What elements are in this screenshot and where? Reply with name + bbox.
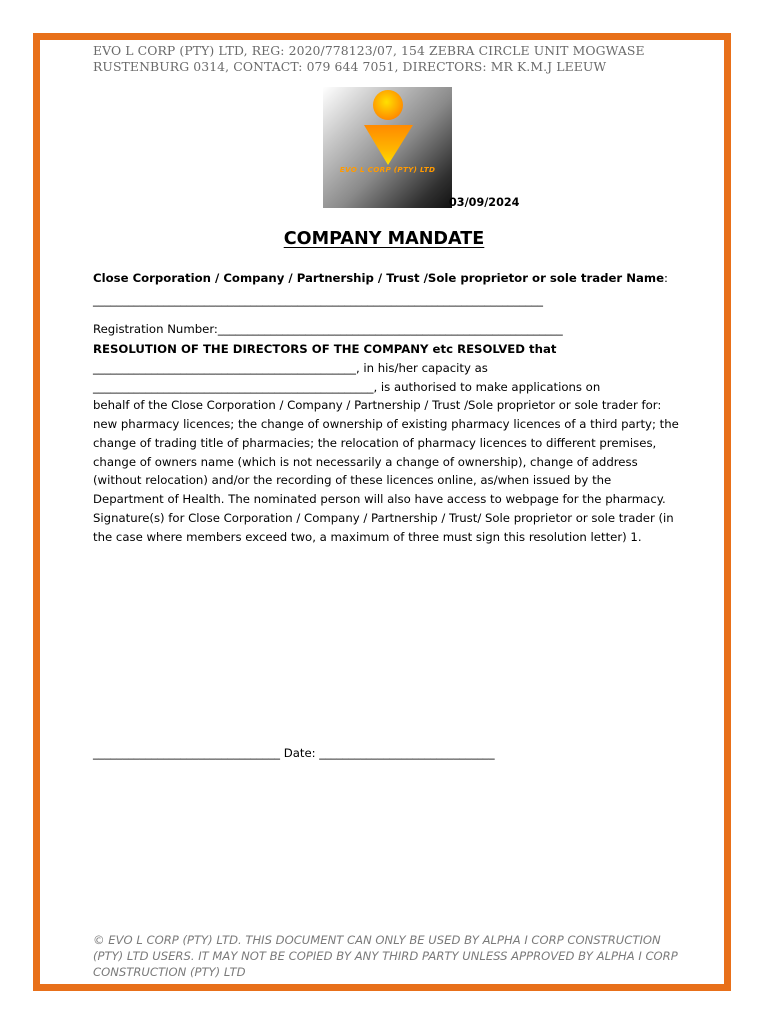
body-line: Signature(s) for Close Corporation / Company / Partnership / Trust/ Sole proprietor or sole trader (in bbox=[93, 511, 674, 525]
entity-name-blank: _____________________________________________________________________________ bbox=[93, 293, 543, 307]
logo-text: EVO L CORP (PTY) LTD bbox=[339, 165, 436, 174]
body-line: the case where members exceed two, a maximum of three must sign this resolution letter) 1. bbox=[93, 530, 642, 544]
resolution-heading: RESOLUTION OF THE DIRECTORS OF THE COMPANY etc RESOLVED that bbox=[93, 342, 557, 356]
signature-date-line: ________________________________ Date: ______________________________ bbox=[93, 746, 495, 760]
body-line: behalf of the Close Corporation / Company / Partnership / Trust /Sole proprietor or sole trader for: bbox=[93, 398, 662, 412]
registration-number-field: Registration Number:___________________________________________________________ bbox=[93, 322, 563, 336]
body-line: ________________________________________________, is authorised to make applications on bbox=[93, 380, 601, 394]
copyright-footer bbox=[93, 932, 693, 980]
header-company-details-line-1: EVO L CORP (PTY) LTD, REG: 2020/778123/07, 154 ZEBRA CIRCLE UNIT MOGWASE bbox=[93, 43, 645, 58]
body-line: (without relocation) and/or the recording of these licences online, as/when issued by the bbox=[93, 473, 612, 487]
body-line: change of owners name (which is not necessarily a change of ownership), change of address bbox=[93, 455, 638, 469]
footer-line: CONSTRUCTION (PTY) LTD bbox=[93, 965, 246, 979]
logo-figure-icon bbox=[323, 87, 452, 208]
body-line: change of trading title of pharmacies; the relocation of pharmacy licences to different premises, bbox=[93, 436, 657, 450]
body-line: _____________________________________________, in his/her capacity as bbox=[93, 361, 488, 375]
document-title: COMPANY MANDATE bbox=[283, 229, 485, 249]
document-date: 03/09/2024 bbox=[449, 196, 520, 209]
entity-name-label bbox=[93, 270, 668, 286]
entity-name-colon: : bbox=[664, 271, 668, 285]
header-company-details-line-2: RUSTENBURG 0314, CONTACT: 079 644 7051, DIRECTORS: MR K.M.J LEEUW bbox=[93, 59, 607, 74]
body-line: Department of Health. The nominated person will also have access to webpage for the pharmacy. bbox=[93, 492, 666, 506]
entity-name-label-text: Close Corporation / Company / Partnership / Trust /Sole proprietor or sole trader Name bbox=[93, 271, 665, 285]
footer-line: © EVO L CORP (PTY) LTD. THIS DOCUMENT CAN ONLY BE USED BY ALPHA I CORP CONSTRUCTION bbox=[93, 933, 661, 947]
footer-line: (PTY) LTD USERS. IT MAY NOT BE COPIED BY ANY THIRD PARTY UNLESS APPROVED BY ALPHA I CORP bbox=[93, 949, 678, 963]
body-line: new pharmacy licences; the change of ownership of existing pharmacy licences of a third party; the bbox=[93, 417, 679, 431]
company-logo bbox=[323, 87, 452, 208]
